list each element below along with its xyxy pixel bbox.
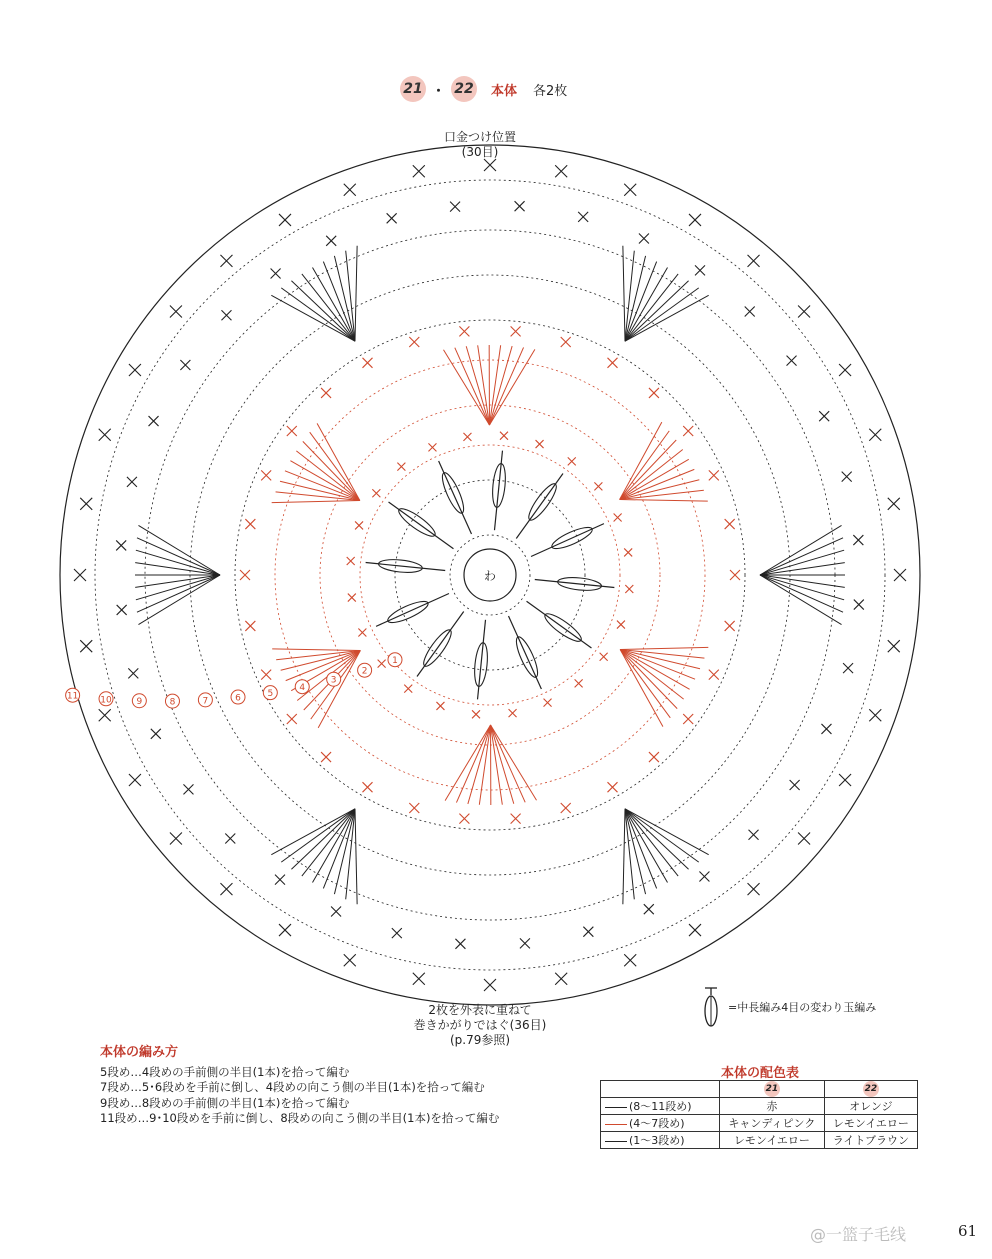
row-label: (8〜11段め) [601,1098,720,1115]
seam-label-line1: 2枚を外表に重ねて [428,1003,532,1017]
table-row [601,1132,918,1149]
method-line: 5段め…4段めの手前側の半目(1本)を拾って編む [100,1064,350,1079]
watermark: @一篮子毛线 [810,1225,907,1244]
row-number: 3 [330,675,337,686]
header-badge: 22 [863,1081,879,1097]
method-line: 7段め…5･6段めを手前に倒し、4段めの向こう側の半目(1本)を拾って編む [100,1080,485,1094]
method-title: 本体の編み方 [100,1045,179,1060]
color-cell: オレンジ [824,1098,917,1115]
pattern-number-badge: 21 [400,76,426,102]
header-badge: 21 [764,1081,780,1097]
row-number: 10 [100,695,112,706]
row-number-labels [66,653,402,708]
table-row [601,1115,918,1132]
color-cell: ライトブラウン [824,1132,917,1149]
color-table [600,1080,918,1149]
seam-label [350,1003,610,1048]
header-blank [601,1081,720,1098]
color-table-title: 本体の配色表 [720,1066,799,1081]
row-number: 8 [169,697,176,708]
title-count: 各2枚 [533,83,568,99]
row-number: 9 [136,697,143,708]
header-col-22 [824,1081,917,1098]
puff-stitch-symbol [700,985,722,1029]
clasp-label-line1: 口金つけ位置 [443,130,516,144]
title-main: 本体 [491,83,518,99]
row-number: 4 [299,683,306,694]
row-number: 7 [202,696,209,707]
pattern-number-badge: 22 [451,76,477,102]
seam-label-line3: (p.79参照) [449,1033,511,1047]
row-number: 1 [392,656,398,667]
stitch-legend [700,985,876,1029]
page-number: 61 [958,1222,978,1240]
clasp-label-line2: (30目) [461,145,499,159]
table-row [601,1098,918,1115]
color-cell: レモンイエロー [720,1132,825,1149]
row-number: 11 [66,691,79,702]
magic-ring-label: わ [483,569,497,583]
title-separator: ・ [432,83,446,99]
seam-label-line2: 巻きかがりではぐ(36目) [413,1018,547,1032]
row-label: (1〜3段め) [601,1132,720,1149]
method-line: 9段め…8段めの手前側の半目(1本)を拾って編む [100,1095,350,1110]
row-number: 5 [267,689,274,700]
legend-text: =中長編み4目の変わり玉編み [728,1001,877,1014]
color-cell: キャンディピンク [720,1115,825,1132]
row-number: 6 [235,693,241,704]
color-cell: レモンイエロー [824,1115,917,1132]
color-table-header [601,1081,918,1098]
header-col-21 [720,1081,825,1098]
color-cell: 赤 [720,1098,825,1115]
row-number: 2 [361,666,368,677]
row-label: (4〜7段め) [601,1115,720,1132]
method-line: 11段め…9･10段めを手前に倒し、8段めの向こう側の半目(1本)を拾って編む [100,1111,500,1125]
knitting-method [100,1045,499,1127]
